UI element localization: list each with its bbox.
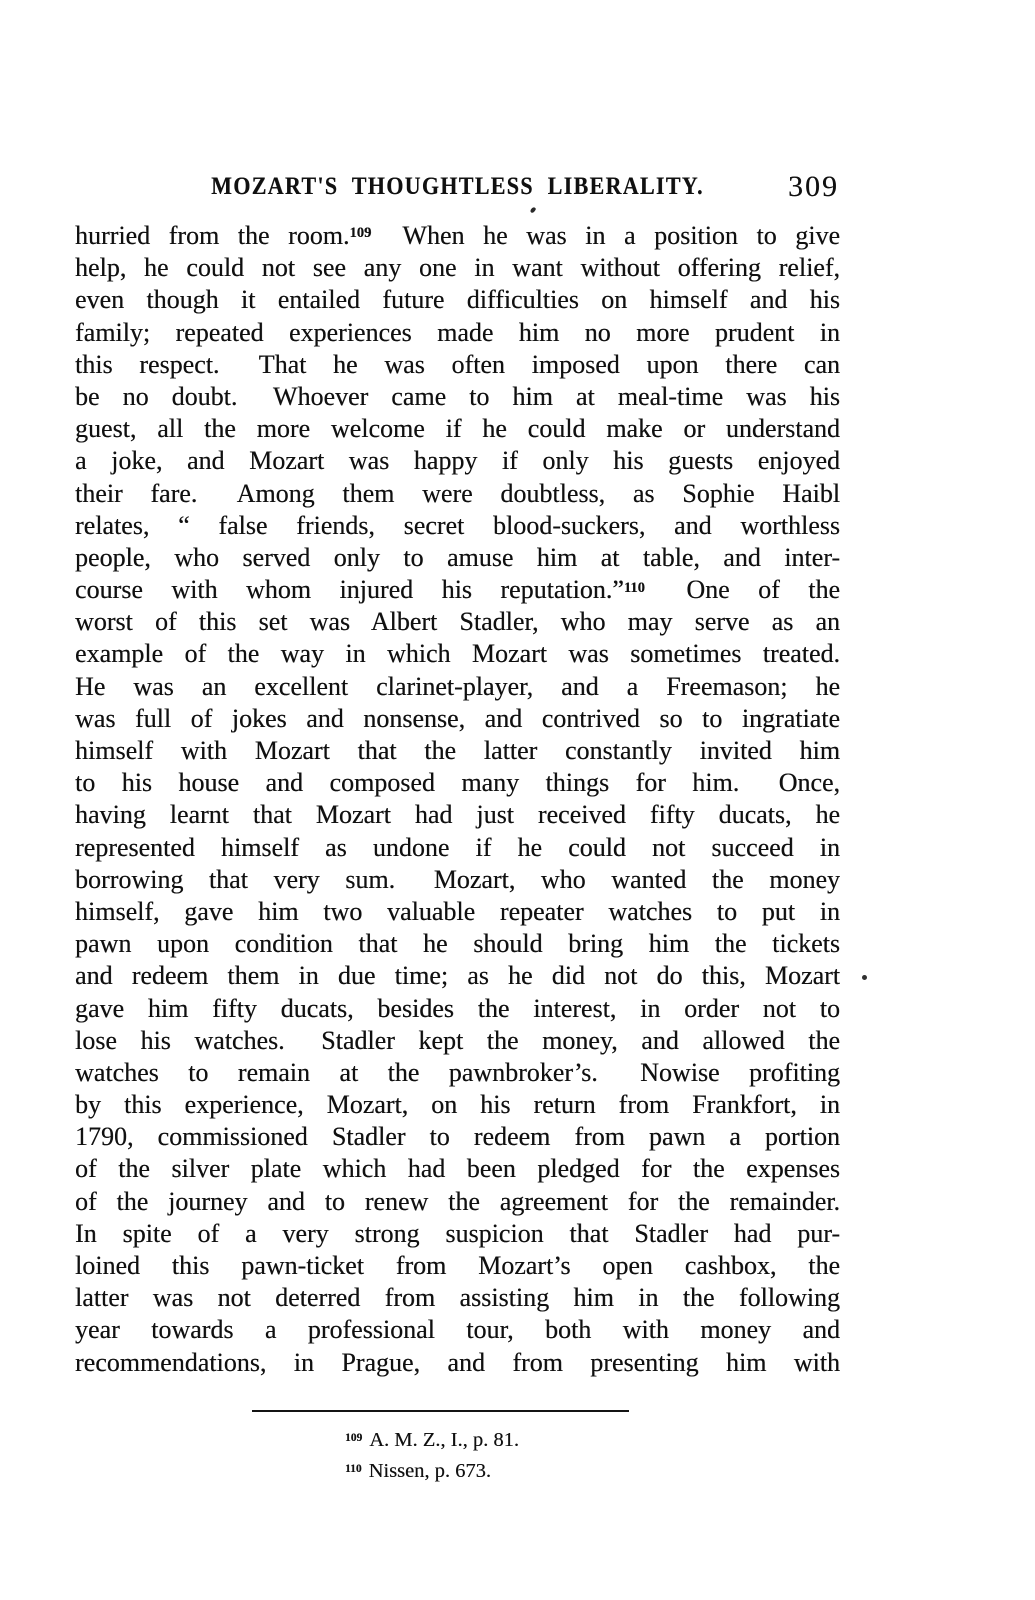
text-line: worst of this set was Albert Stadler, who may serve as an xyxy=(75,607,840,637)
text-line: 1790, commissioned Stadler to redeem from pawn a portion xyxy=(75,1122,840,1152)
text-line: recommendations, in Prague, and from presenting him with xyxy=(75,1347,840,1377)
text-line: himself with Mozart that the latter constantly invited him xyxy=(75,736,840,765)
ink-speck xyxy=(862,975,867,980)
running-header-title: MOZART'S THOUGHTLESS LIBERALITY. xyxy=(211,173,704,200)
text-line: this respect. That he was often imposed upon there can xyxy=(75,349,840,379)
text-line: gave him fifty ducats, besides the interest, in order not to xyxy=(75,993,840,1023)
text-line: guest, all the more welcome if he could make or understand xyxy=(75,414,840,444)
body-text xyxy=(75,220,840,1379)
footnote-marker: 109 xyxy=(345,1431,363,1444)
text-line: year towards a professional tour, both with money and xyxy=(75,1315,840,1345)
text-line: loined this pawn-ticket from Mozart’s open cashbox, the xyxy=(75,1251,840,1280)
text-line: example of the way in which Mozart was sometimes treated. xyxy=(75,639,840,669)
text-line: himself, gave him two valuable repeater watches to put in xyxy=(75,896,840,926)
text-line: family; repeated experiences made him no more prudent in xyxy=(75,317,840,347)
text-line: lose his watches. Stadler kept the money, and allowed the xyxy=(75,1025,840,1055)
text-line: In spite of a very strong suspicion that Stadler had pur- xyxy=(75,1218,840,1248)
text-line: was full of jokes and nonsense, and contrived so to ingratiate xyxy=(75,703,840,733)
text-line: a joke, and Mozart was happy if only his guests enjoyed xyxy=(75,446,840,476)
text-line: even though it entailed future difficulties on himself and his xyxy=(75,285,840,315)
text-line: relates, “ false friends, secret blood-suckers, and worthless xyxy=(75,510,840,540)
text-line: course with whom injured his reputation.”$^{110}$ One of the xyxy=(75,575,840,605)
text-line: and redeem them in due time; as he did not do this, Mozart xyxy=(75,961,840,991)
text-line: represented himself as undone if he could not succeed in xyxy=(75,832,840,862)
text-line: to his house and composed many things for him. Once, xyxy=(75,768,840,798)
text-line: be no doubt. Whoever came to him at meal-time was his xyxy=(75,381,840,411)
text-line: people, who served only to amuse him at table, and inter- xyxy=(75,542,840,572)
text-line: pawn upon condition that he should bring him the tickets xyxy=(75,929,840,959)
text-line: by this experience, Mozart, on his return from Frankfort, in xyxy=(75,1090,840,1120)
footnote-text: Nissen, p. 673. xyxy=(368,1460,492,1482)
text-line: of the silver plate which had been pledged for the expenses xyxy=(75,1154,840,1184)
text-line: their fare. Among them were doubtless, as Sophie Haibl xyxy=(75,478,840,508)
text-line: watches to remain at the pawnbroker’s. Nowise profiting xyxy=(75,1057,840,1087)
text-line: borrowing that very sum. Mozart, who wanted the money xyxy=(75,864,840,894)
text-line: help, he could not see any one in want without offering relief, xyxy=(75,253,840,283)
page-number: 309 xyxy=(788,170,839,203)
footnote-separator-rule xyxy=(252,1410,629,1412)
text-line: latter was not deterred from assisting him in the following xyxy=(75,1283,840,1313)
footnote-text: A. M. Z., I., p. 81. xyxy=(369,1429,519,1451)
footnote-109 xyxy=(345,1429,519,1452)
text-line: hurried from the room.$^{109}$ When he was in a position to give xyxy=(75,221,840,250)
footnote-110 xyxy=(345,1460,491,1483)
ink-speck xyxy=(530,206,537,213)
text-line: of the journey and to renew the agreement for the remainder. xyxy=(75,1186,840,1216)
footnote-marker: 110 xyxy=(345,1462,362,1475)
text-line: having learnt that Mozart had just received fifty ducats, he xyxy=(75,800,840,830)
text-line: He was an excellent clarinet-player, and a Freemason; he xyxy=(75,671,840,701)
